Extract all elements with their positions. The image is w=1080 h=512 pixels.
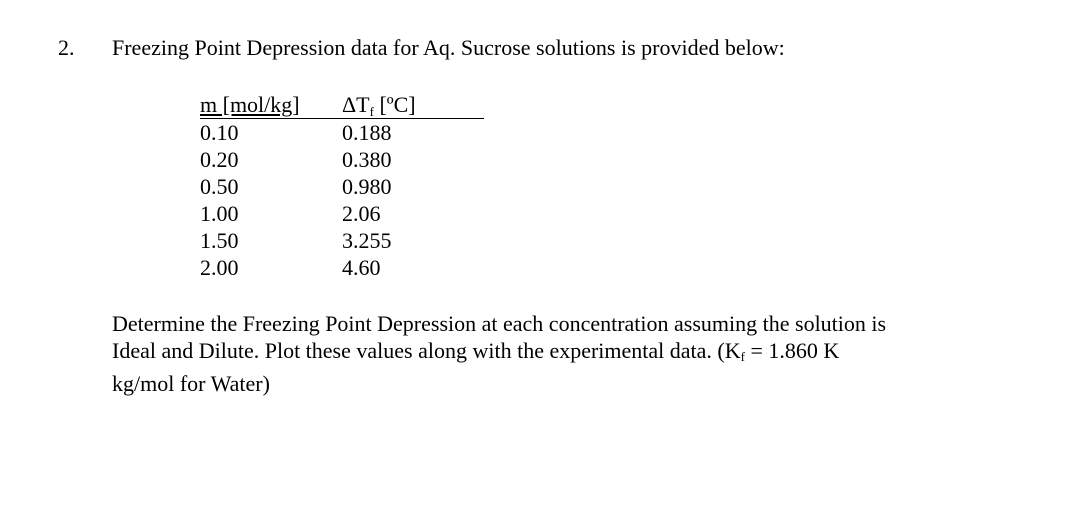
molality-cell: 0.50: [200, 174, 239, 199]
delta-t-prefix: ΔT: [342, 92, 370, 117]
delta-t-cell: 4.60: [342, 255, 381, 280]
delta-t-cell: 0.380: [342, 147, 392, 172]
instructions-line-2-start: Ideal and Dilute. Plot these values along with the experimental data. (K: [112, 338, 741, 363]
delta-t-subscript: f: [369, 104, 374, 119]
delta-t-header: [342, 92, 416, 120]
instructions-line-2-end: = 1.860 K: [745, 338, 840, 363]
question-number: 2.: [58, 35, 75, 60]
delta-t-cell: 0.188: [342, 120, 392, 145]
instructions-line-1: Determine the Freezing Point Depression at each concentration assuming the solution is: [112, 311, 887, 336]
delta-t-cell: 2.06: [342, 201, 381, 226]
molality-header: m [mol/kg]: [200, 92, 300, 117]
kf-subscript: f: [740, 349, 745, 364]
data-table: [200, 92, 484, 281]
delta-t-cell: 0.980: [342, 174, 392, 199]
delta-t-unit: [ºC]: [379, 92, 416, 117]
molality-cell: 1.50: [200, 228, 239, 253]
table-row: [200, 119, 484, 146]
instructions-line-2: [112, 337, 972, 370]
table-row: [200, 173, 484, 200]
molality-cell: 1.00: [200, 201, 239, 226]
molality-cell: 2.00: [200, 255, 239, 280]
instructions-line-3: kg/mol for Water): [112, 371, 270, 396]
molality-cell: 0.20: [200, 147, 239, 172]
question-intro: Freezing Point Depression data for Aq. Sucrose solutions is provided below:: [112, 35, 785, 60]
instructions-paragraph: [112, 310, 972, 397]
table-row: [200, 200, 484, 227]
table-header: [200, 92, 484, 119]
molality-cell: 0.10: [200, 120, 239, 145]
table-row: [200, 146, 484, 173]
table-row: [200, 254, 484, 281]
delta-t-cell: 3.255: [342, 228, 392, 253]
table-row: [200, 227, 484, 254]
